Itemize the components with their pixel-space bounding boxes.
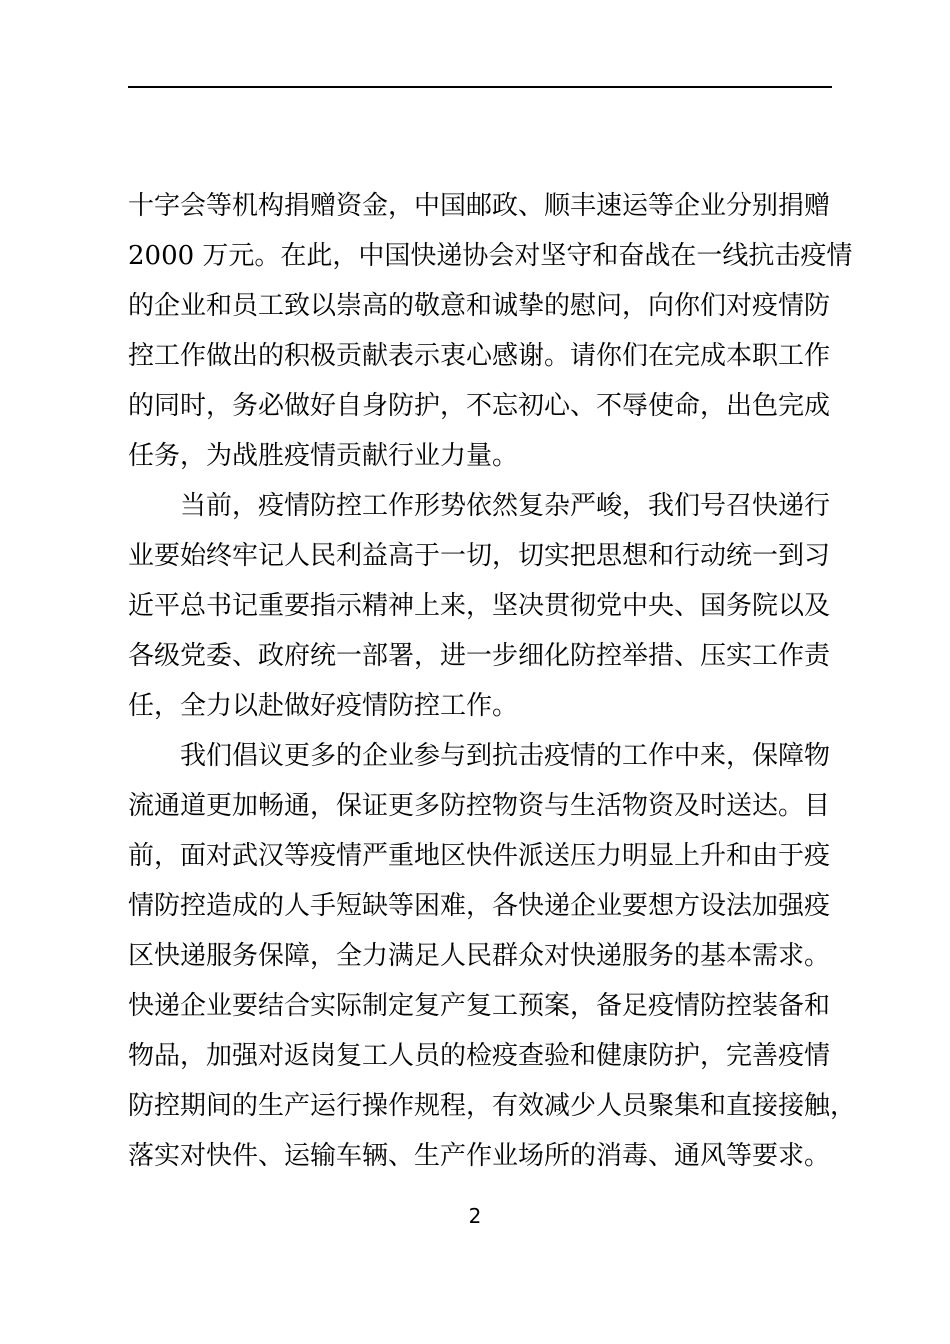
text-line: 的企业和员工致以崇高的敬意和诚挚的慰问，向你们对疫情防 <box>128 291 831 321</box>
text-line: 前，面对武汉等疫情严重地区快件派送压力明显上升和由于疫 <box>128 841 831 871</box>
page-number: 2 <box>468 1204 482 1228</box>
text-line: 情防控造成的人手短缺等困难，各快递企业要想方设法加强疫 <box>128 891 831 921</box>
text-line: 控工作做出的积极贡献表示衷心感谢。请你们在完成本职工作 <box>128 341 831 371</box>
text-line: 十字会等机构捐赠资金，中国邮政、顺丰速运等企业分别捐赠 <box>128 191 831 221</box>
text-line: 区快递服务保障，全力满足人民群众对快递服务的基本需求。 <box>128 941 831 971</box>
header-rule <box>128 86 832 88</box>
text-line: 当前，疫情防控工作形势依然复杂严峻，我们号召快递行 <box>180 491 831 521</box>
text-line: 防控期间的生产运行操作规程，有效减少人员聚集和直接接触， <box>128 1091 857 1121</box>
text-line: 近平总书记重要指示精神上来，坚决贯彻党中央、国务院以及 <box>128 591 831 621</box>
text-line: 我们倡议更多的企业参与到抗击疫情的工作中来，保障物 <box>180 741 831 771</box>
text-line: 各级党委、政府统一部署，进一步细化防控举措、压实工作责 <box>128 641 831 671</box>
paragraph-1 <box>128 181 853 481</box>
text-line: 快递企业要结合实际制定复产复工预案，备足疫情防控装备和 <box>128 991 831 1021</box>
paragraph-2 <box>128 481 834 731</box>
text-line: 任务，为战胜疫情贡献行业力量。 <box>128 441 519 471</box>
text-line: 流通道更加畅通，保证更多防控物资与生活物资及时送达。目 <box>128 791 831 821</box>
paragraph-3 <box>128 731 857 1181</box>
text-line: 任，全力以赴做好疫情防控工作。 <box>128 691 519 721</box>
text-line: 业要始终牢记人民利益高于一切，切实把思想和行动统一到习 <box>128 541 831 571</box>
text-line: 的同时，务必做好自身防护，不忘初心、不辱使命，出色完成 <box>128 391 831 421</box>
text-line: 物品，加强对返岗复工人员的检疫查验和健康防护，完善疫情 <box>128 1041 831 1071</box>
body-text <box>128 181 857 1181</box>
text-line: 落实对快件、运输车辆、生产作业场所的消毒、通风等要求。 <box>128 1141 831 1171</box>
text-line: 2000 万元。在此，中国快递协会对坚守和奋战在一线抗击疫情 <box>128 241 853 271</box>
